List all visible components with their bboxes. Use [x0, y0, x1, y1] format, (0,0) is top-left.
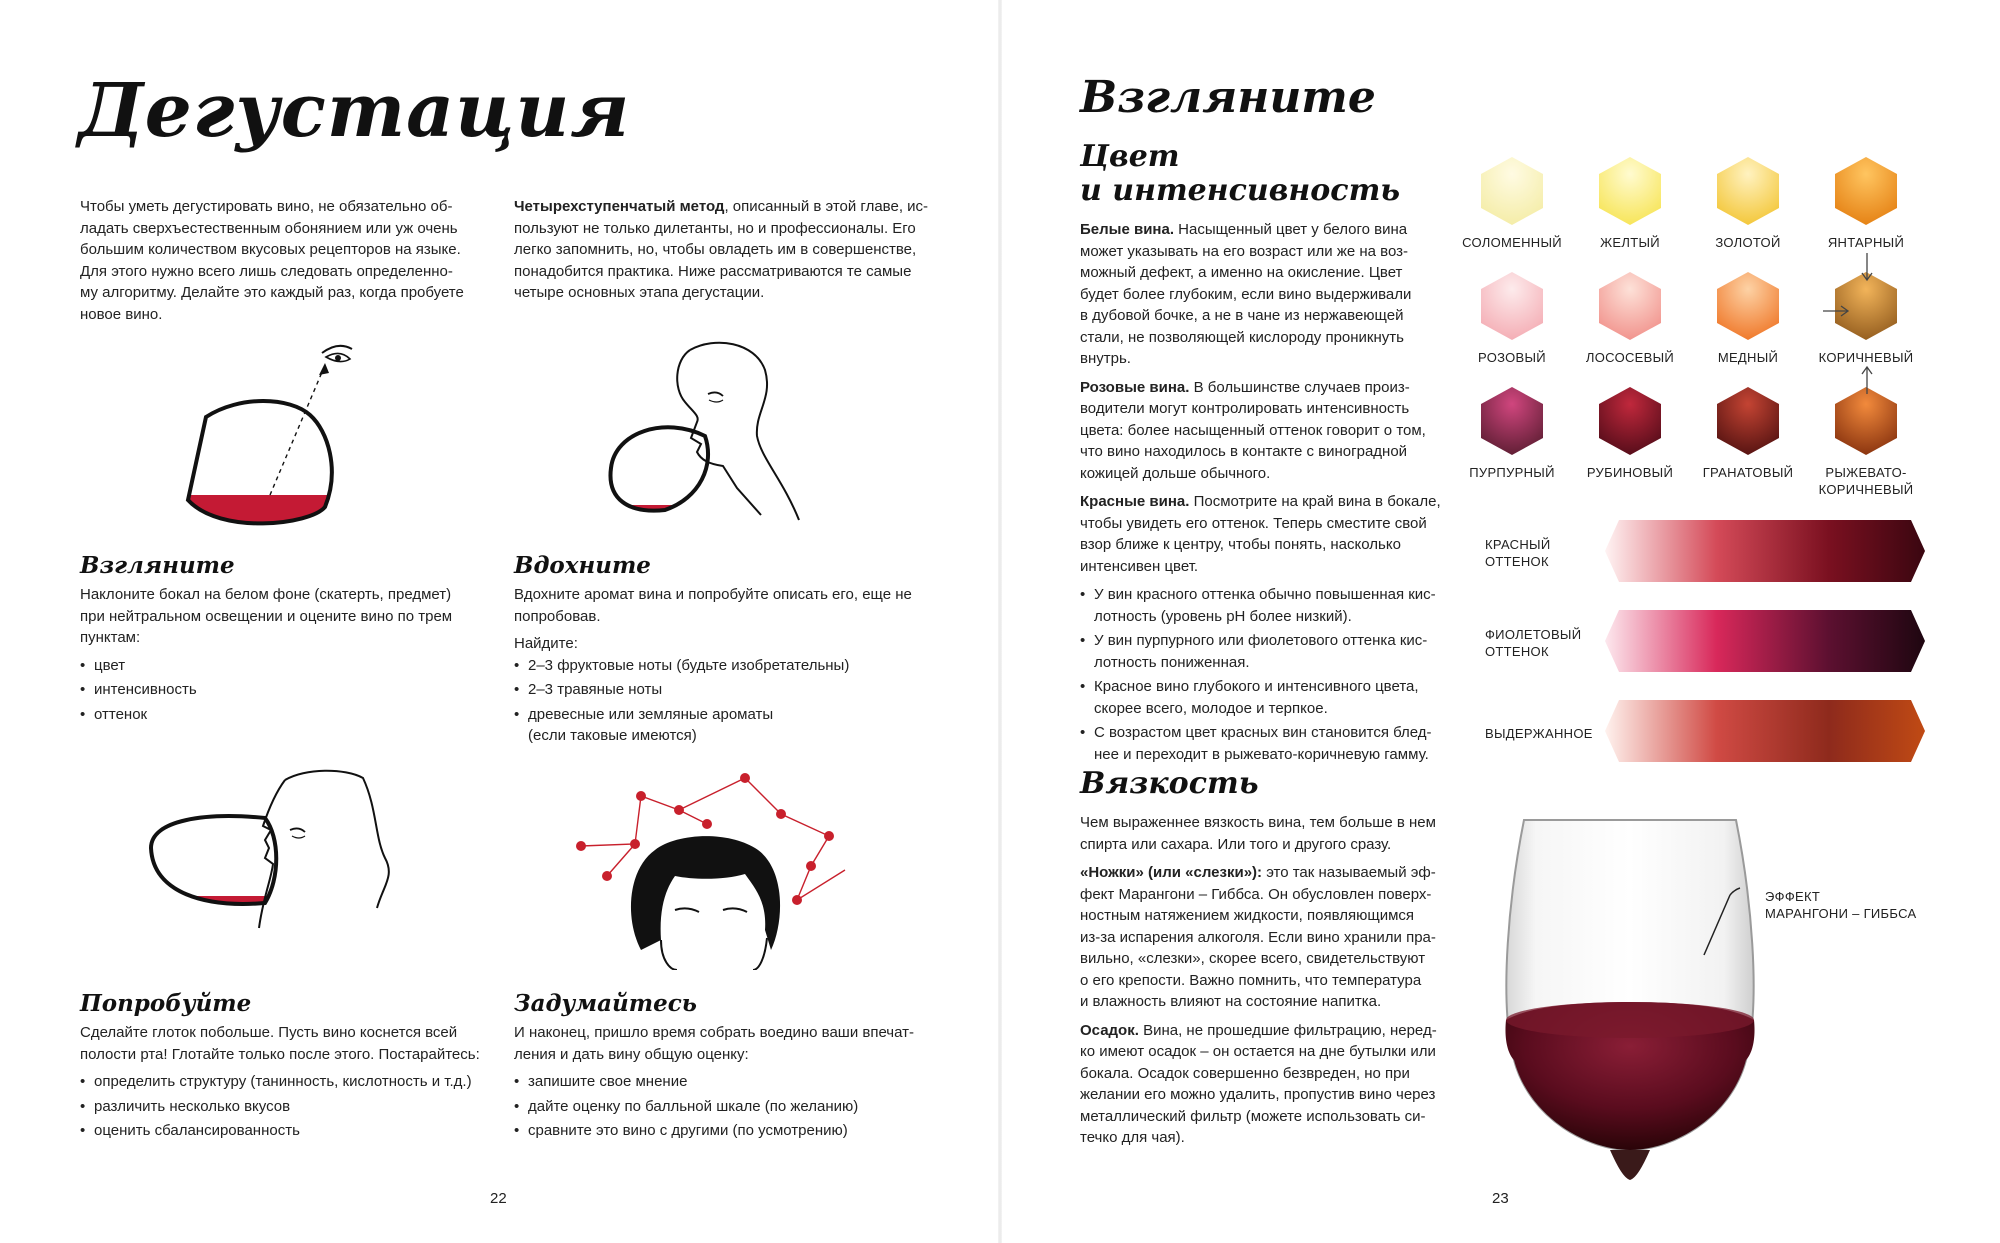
- gradient-bar: [1605, 520, 1925, 582]
- swatch-label: ЖЕЛТЫЙ: [1600, 235, 1660, 250]
- color-text: [1080, 219, 1460, 768]
- intro-right-text: [514, 196, 934, 304]
- swatch-label: СОЛОМЕННЫЙ: [1462, 235, 1562, 250]
- red-wine-paragraph: Красные вина. Посмотрите на край вина в бокале, чтобы увидеть его оттенок. Теперь сместите свой взор ближе к центру, чтобы понять, насколько интенсивен цвет.: [1080, 493, 1441, 575]
- list-item: • цвет: [80, 655, 500, 677]
- smell-line: Вдохните аромат вина и попробуйте описать его, еще не: [514, 586, 912, 603]
- list-item: • Красное вино глубокого и интенсивного цвета, скорее всего, молодое и терпкое.: [1080, 676, 1460, 719]
- think-line: И наконец, пришло время собрать воедино ваши впечат-: [514, 1024, 915, 1041]
- intro-right-line: пользуют не только дилетанты, но и профессионалы. Его: [514, 219, 916, 237]
- intro-right-line: четыре основных этапа дегустации.: [514, 284, 765, 301]
- list-item: • оценить сбалансированность: [80, 1120, 510, 1142]
- look-list: [80, 655, 500, 726]
- swatch-label: КОРИЧНЕВЫЙ: [1818, 482, 1914, 497]
- arrow-down-icon: [1857, 251, 1877, 285]
- taste-illustration: [145, 768, 405, 958]
- smell-find: Найдите:: [514, 635, 578, 652]
- smell-list: [514, 655, 944, 747]
- color-swatch-grid: [1455, 155, 1975, 505]
- method-bold: Четырехступенчатый метод: [514, 198, 725, 215]
- intro-left-line: ладать сверхъестественным обонянием или уж очень: [80, 219, 458, 237]
- look-heading: Взгляните: [80, 552, 235, 579]
- color-swatch: [1713, 155, 1783, 227]
- swatch-label: ЯНТАРНЫЙ: [1827, 235, 1905, 250]
- intro-left-text: [80, 196, 500, 325]
- swatch-label: РУБИНОВЫЙ: [1586, 465, 1674, 480]
- rose-wine-paragraph: Розовые вина. В большинстве случаев произ- водители могут контролировать интенсивность цвета: более насыщенный оттенок говорит о том, что вино находилось в контакте с виноградной кожицей дольше обычного.: [1080, 378, 1426, 482]
- list-item: • интенсивность: [80, 679, 500, 701]
- gradient-label: КРАСНЫЙ ОТТЕНОК: [1485, 537, 1551, 569]
- look-text: [80, 584, 500, 728]
- gradient-label: ФИОЛЕТОВЫЙ ОТТЕНОК: [1485, 627, 1582, 659]
- smell-line: попробовав.: [514, 607, 601, 625]
- legs-paragraph: «Ножки» (или «слезки»): это так называемый эф- фект Марангони – Гиббса. Он обусловлен поверх- ностным натяжением жидкости, появляющимся из-за испарения алкоголя. Если вино хранили пра- вильно, «слезки», скорее всего, свидетельствуют о его крепости. Важно помнить, что температура и влажность влияют на состояние напитка.: [1080, 864, 1436, 1010]
- list-item: • сравните это вино с другими (по усмотрению): [514, 1120, 944, 1142]
- list-item: • У вин красного оттенка обычно повышенная кис- лотность (уровень pH более низкий).: [1080, 584, 1460, 627]
- look-line: Наклоните бокал на белом фоне (скатерть, предмет): [80, 586, 452, 603]
- list-item: • оттенок: [80, 704, 500, 726]
- taste-text: [80, 1022, 510, 1145]
- smell-heading: Вдохните: [514, 552, 651, 579]
- color-swatch: [1595, 270, 1665, 342]
- swatch-label: КОРИЧНЕВЫЙ: [1818, 350, 1914, 365]
- color-heading: [1080, 140, 1400, 208]
- taste-list: [80, 1071, 510, 1142]
- intro-right-line: понадобится практика. Ниже рассматриваются те самые: [514, 262, 912, 280]
- think-heading: Задумайтесь: [514, 990, 697, 1017]
- effect-label-line: МАРАНГОНИ – ГИББСА: [1765, 906, 1917, 921]
- smell-text: [514, 584, 944, 750]
- intro-left-line: Чтобы уметь дегустировать вино, не обязательно об-: [80, 198, 453, 215]
- list-item: • 2–3 травяные ноты: [514, 679, 944, 701]
- gradient-bars: [1485, 520, 1965, 770]
- viscosity-text: [1080, 812, 1460, 1156]
- red-wine-list: [1080, 584, 1460, 765]
- list-item: • У вин пурпурного или фиолетового оттенка кис- лотность пониженная.: [1080, 630, 1460, 673]
- intro-right-line: легко запомнить, но, чтобы овладеть им в совершенстве,: [514, 241, 917, 258]
- color-swatch: [1477, 155, 1547, 227]
- arrow-up-icon: [1857, 362, 1877, 396]
- color-swatch: [1477, 385, 1547, 457]
- color-heading-line: Цвет: [1080, 139, 1180, 174]
- gradient-bar: [1605, 610, 1925, 672]
- viscosity-heading: Вязкость: [1080, 766, 1259, 801]
- taste-heading: Попробуйте: [80, 990, 252, 1017]
- wine-glass-illustration: [1490, 810, 1970, 1180]
- list-item: • определить структуру (танинность, кислотность и т.д.): [80, 1071, 510, 1093]
- think-text: [514, 1022, 944, 1145]
- color-swatch: [1477, 270, 1547, 342]
- taste-line: Сделайте глоток побольше. Пусть вино коснется всей: [80, 1024, 458, 1041]
- think-list: [514, 1071, 944, 1142]
- list-item-cont: (если таковые имеются): [528, 727, 697, 744]
- swatch-label: ЗОЛОТОЙ: [1715, 235, 1781, 250]
- right-title: Взгляните: [1080, 72, 1376, 123]
- list-item: • различить несколько вкусов: [80, 1096, 510, 1118]
- color-swatch: [1713, 385, 1783, 457]
- color-swatch: [1831, 155, 1901, 227]
- list-item: • 2–3 фруктовые ноты (будьте изобретательны): [514, 655, 944, 677]
- look-illustration: [180, 335, 380, 545]
- swatch-label: РОЗОВЫЙ: [1478, 350, 1546, 365]
- effect-label-line: ЭФФЕКТ: [1765, 889, 1821, 904]
- gradient-label: ВЫДЕРЖАННОЕ: [1485, 726, 1593, 741]
- list-item: • С возрастом цвет красных вин становится блед- нее и переходит в рыжевато-коричневую гамму.: [1080, 722, 1460, 765]
- sediment-paragraph: Осадок. Вина, не прошедшие фильтрацию, неред- ко имеют осадок – он остается на дне бутылки или бокала. Осадок совершенно безвреден, но при желании его можно удалить, пропустив вино через металлический фильтр (можете использовать си- течко для чая).: [1080, 1021, 1437, 1146]
- look-line: при нейтральном освещении и оцените вино по трем: [80, 607, 453, 625]
- list-item: • запишите свое мнение: [514, 1071, 944, 1093]
- page-number-left: 22: [490, 1190, 507, 1207]
- list-item: • древесные или земляные ароматы (если таковые имеются): [514, 704, 944, 747]
- swatch-label: ПУРПУРНЫЙ: [1469, 465, 1555, 480]
- swatch-label: МЕДНЫЙ: [1717, 350, 1779, 365]
- effect-label: [1765, 888, 1965, 922]
- color-heading-line: и интенсивность: [1080, 173, 1401, 208]
- white-wine-paragraph: Белые вина. Насыщенный цвет у белого вина может указывать на его возраст или же на воз- можный дефект, а именно на окисление. Цвет будет более глубоким, если вино выдерживали в дубовой бочке, а не в чане из нержавеющей стали, не позволяющей кислороду проникнуть внутрь.: [1080, 221, 1412, 367]
- list-item: • дайте оценку по балльной шкале (по желанию): [514, 1096, 944, 1118]
- intro-left-line: Для этого нужно всего лишь следовать определенно-: [80, 262, 453, 280]
- arrow-right-icon: [1821, 301, 1851, 321]
- main-title: Дегустация: [78, 68, 631, 154]
- gradient-bar: [1605, 700, 1925, 762]
- think-illustration: [575, 770, 865, 970]
- viscosity-paragraph: Чем выраженнее вязкость вина, тем больше в нем спирта или сахара. Или того и другого сразу.: [1080, 814, 1436, 853]
- page-number-right: 23: [1492, 1190, 1509, 1207]
- intro-right-first: , описанный в этой главе, ис-: [724, 198, 929, 215]
- smell-illustration: [605, 340, 825, 540]
- think-line: ления и дать вину общую оценку:: [514, 1045, 749, 1063]
- intro-left-line: му алгоритму. Делайте это каждый раз, когда пробуете: [80, 284, 464, 301]
- color-swatch: [1595, 385, 1665, 457]
- swatch-label: ЛОСОСЕВЫЙ: [1585, 350, 1675, 365]
- intro-left-line: новое вино.: [80, 305, 163, 323]
- swatch-label: ГРАНАТОВЫЙ: [1702, 465, 1794, 480]
- taste-line: полости рта! Глотайте только после этого. Постарайтесь:: [80, 1045, 480, 1063]
- color-swatch: [1595, 155, 1665, 227]
- intro-left-line: большим количеством вкусовых рецепторов на языке.: [80, 241, 461, 258]
- color-swatch: [1713, 270, 1783, 342]
- swatch-label: РЫЖЕВАТО-: [1825, 465, 1907, 480]
- book-gutter: [998, 0, 1002, 1243]
- look-line: пунктам:: [80, 629, 141, 646]
